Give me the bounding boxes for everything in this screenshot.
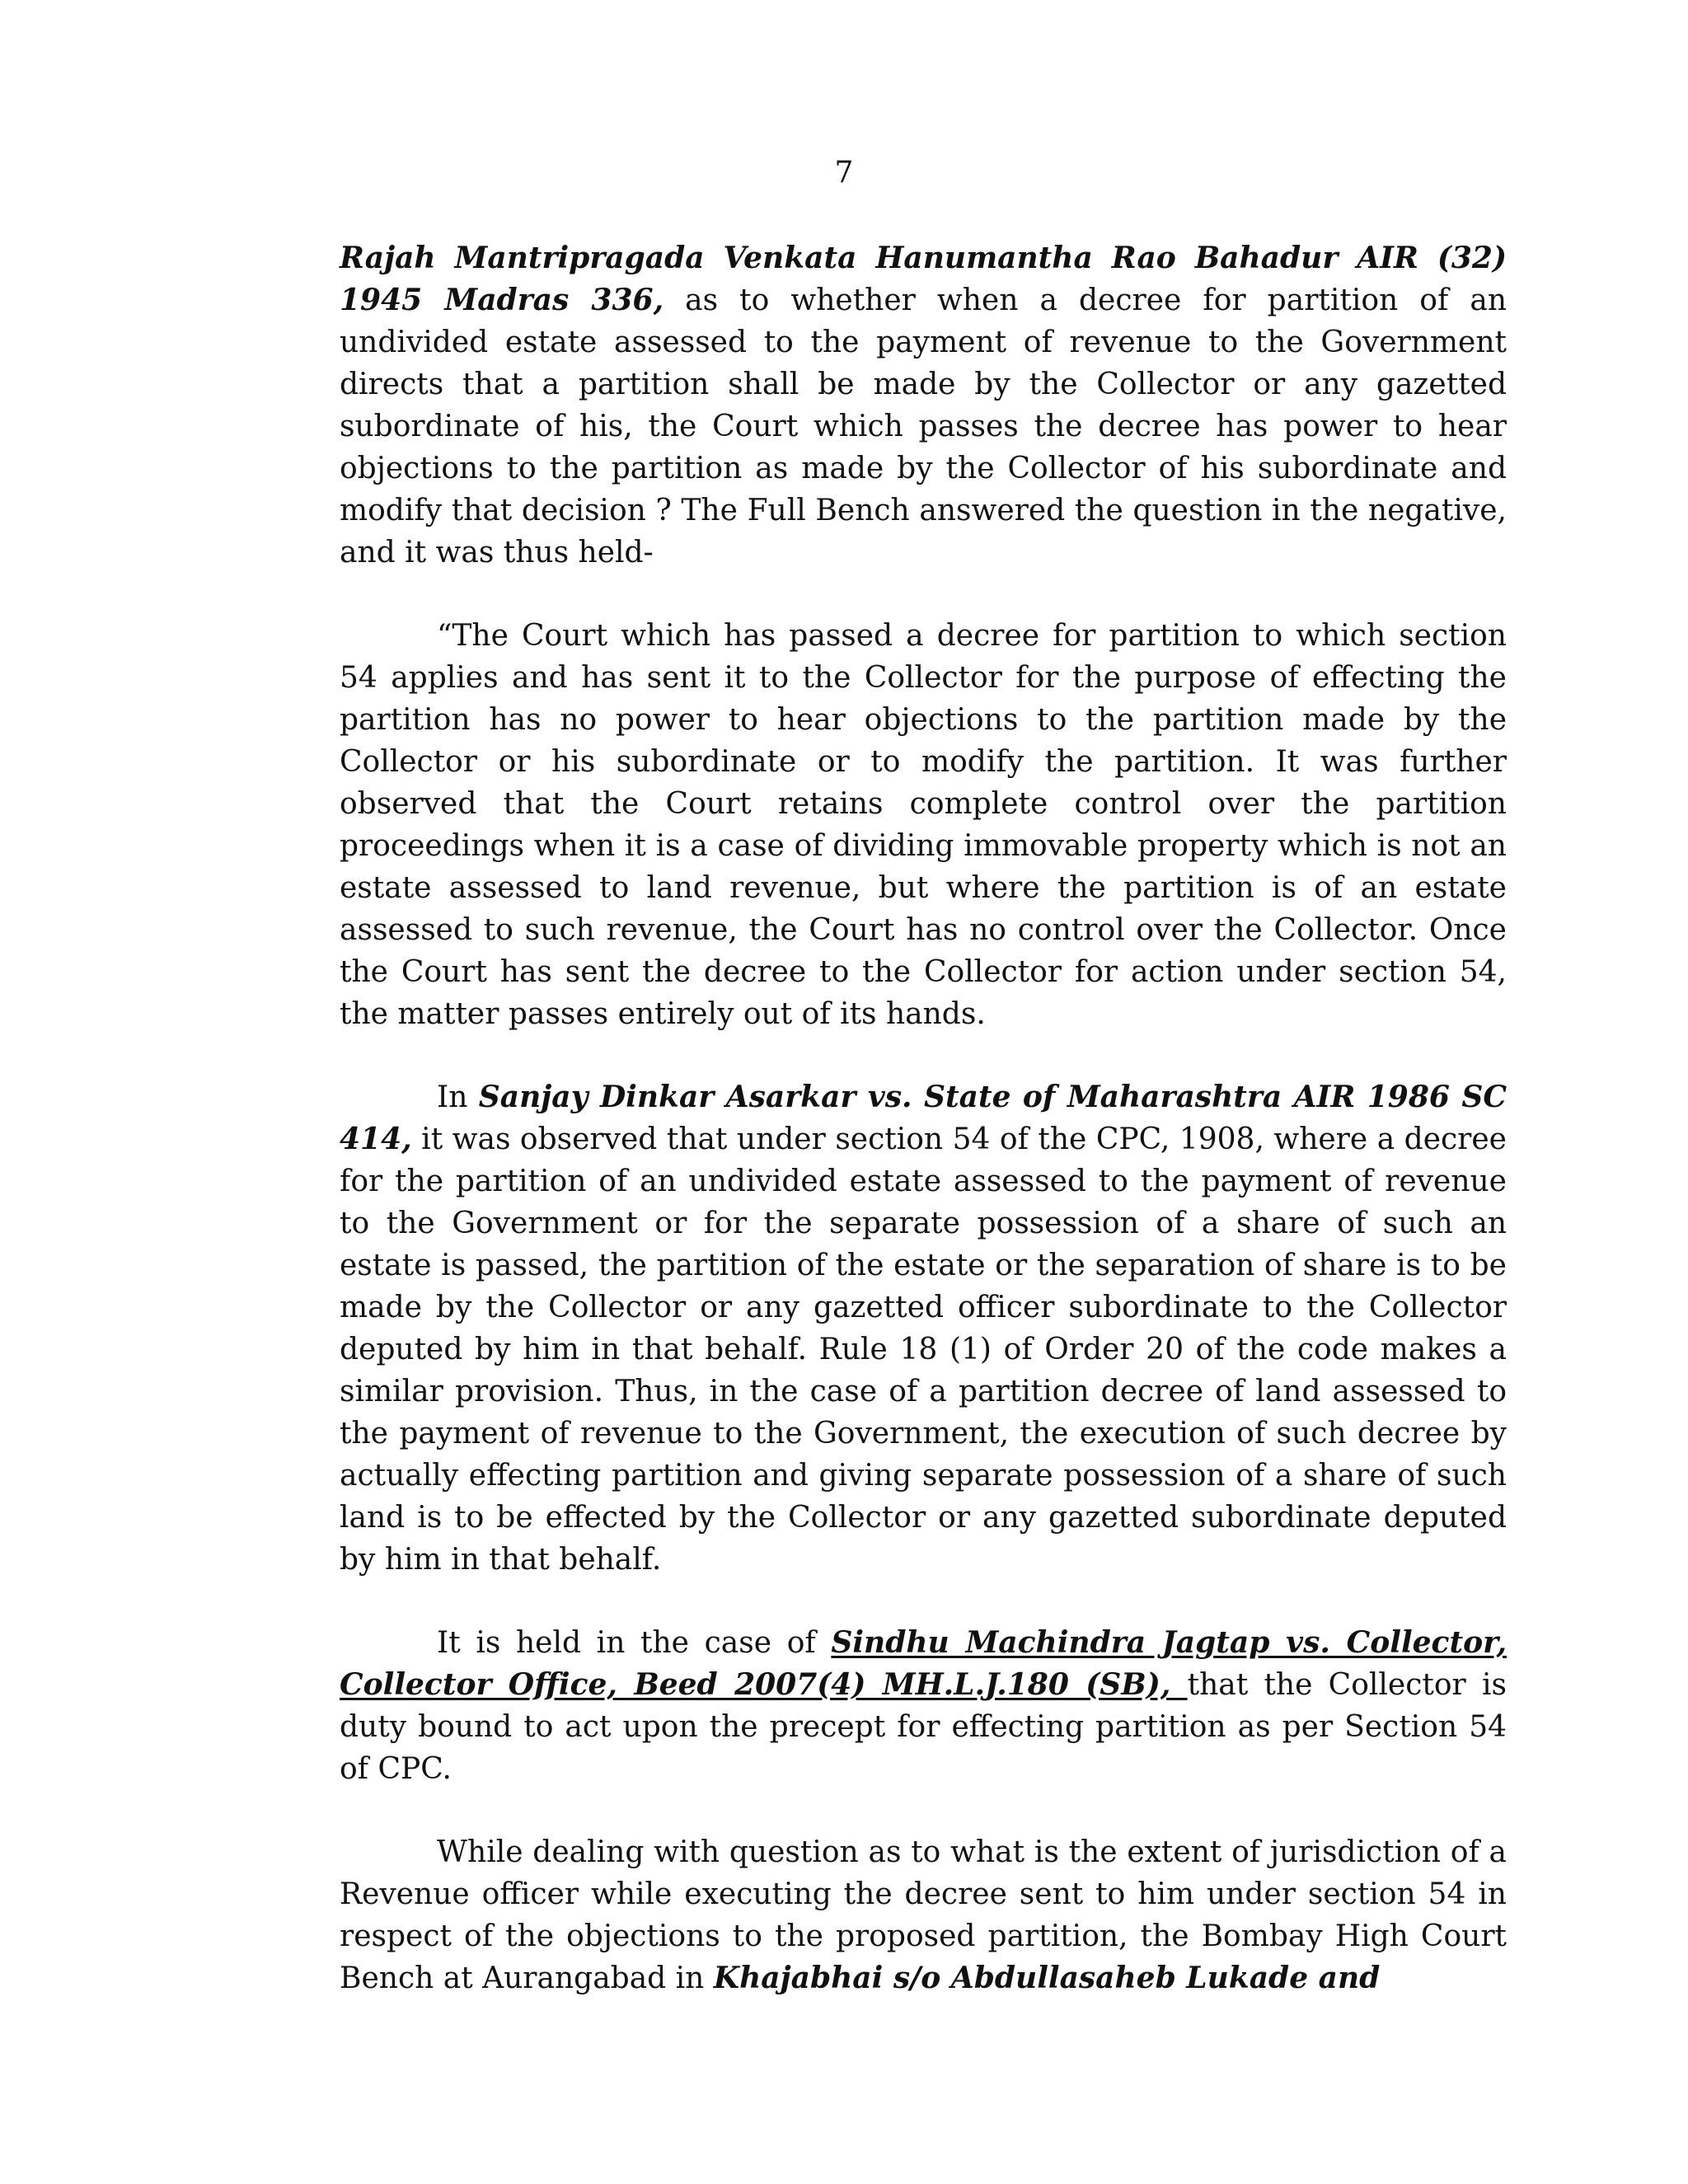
paragraph-1 xyxy=(340,237,1507,574)
paragraph-text: While dealing with question as to what is the extent of jurisdiction of a Revenue officer while executing the decree sent to him under section 54 in respect of the objections to the proposed partition, the Bombay High Court Bench at Aurangabad in xyxy=(340,1835,1507,1995)
paragraph-3 xyxy=(340,1076,1507,1581)
paragraph-text: “The Court which has passed a decree for partition to which section 54 applies and has sent it to the Collector for the purpose of effecting the partition has no power to hear objections to the partition made by the Collector or his subordinate or to modify the partition. It was further observed that the Court retains complete control over the partition proceedings when it is a case of dividing immovable property which is not an estate assessed to land revenue, but where the partition is of an estate assessed to such revenue, the Court has no control over the Collector. Once the Court has sent the decree to the Collector for action under section 54, the matter passes entirely out of its hands. xyxy=(340,619,1507,1031)
paragraph-2-quote xyxy=(340,615,1507,1035)
paragraph-lead: It is held in the case of xyxy=(437,1626,832,1660)
page-number: 7 xyxy=(834,156,854,190)
paragraph-4 xyxy=(340,1622,1507,1790)
case-citation-underlined: Sindhu Machindra Jagtap vs. Collector, Collector Office, Beed 2007(4) MH.L.J.180 (SB), xyxy=(340,1625,1507,1702)
paragraph-text: it was observed that under section 54 of the CPC, 1908, where a decree for the partition of an undivided estate assessed to the payment of revenue to the Government or for the separate possession of a share of such an estate is passed, the partition of the estate or the separation of share is to be made by the Collector or any gazetted officer subordinate to the Collector deputed by him in that behalf. Rule 18 (1) of Order 20 of the code makes a similar provision. Thus, in the case of a partition decree of land assessed to the payment of revenue to the Government, the execution of such decree by actually effecting partition and giving separate possession of a share of such land is to be effected by the Collector or any gazetted subordinate deputed by him in that behalf. xyxy=(340,1122,1507,1577)
paragraph-5 xyxy=(340,1831,1507,1999)
case-citation: Rajah Mantripragada Venkata Hanumantha Rao Bahadur AIR (32) 1945 Madras 336, xyxy=(340,241,1507,317)
paragraph-lead: In xyxy=(437,1080,479,1114)
case-citation: Sanjay Dinkar Asarkar vs. State of Maharashtra AIR 1986 SC 414, xyxy=(340,1080,1507,1156)
paragraph-text: that the Collector is duty bound to act upon the precept for effecting partition as per Section 54 of CPC. xyxy=(340,1668,1507,1786)
case-citation: Khajabhai s/o Abdullasaheb Lukade and xyxy=(713,1961,1381,1995)
paragraph-text: as to whether when a decree for partition of an undivided estate assessed to the payment of revenue to the Government directs that a partition shall be made by the Collector or any gazetted subordinate of his, the Court which passes the decree has power to hear objections to the partition as made by the Collector of his subordinate and modify that decision ? The Full Bench answered the question in the negative, and it was thus held- xyxy=(340,284,1507,569)
document-body xyxy=(340,237,1507,1999)
